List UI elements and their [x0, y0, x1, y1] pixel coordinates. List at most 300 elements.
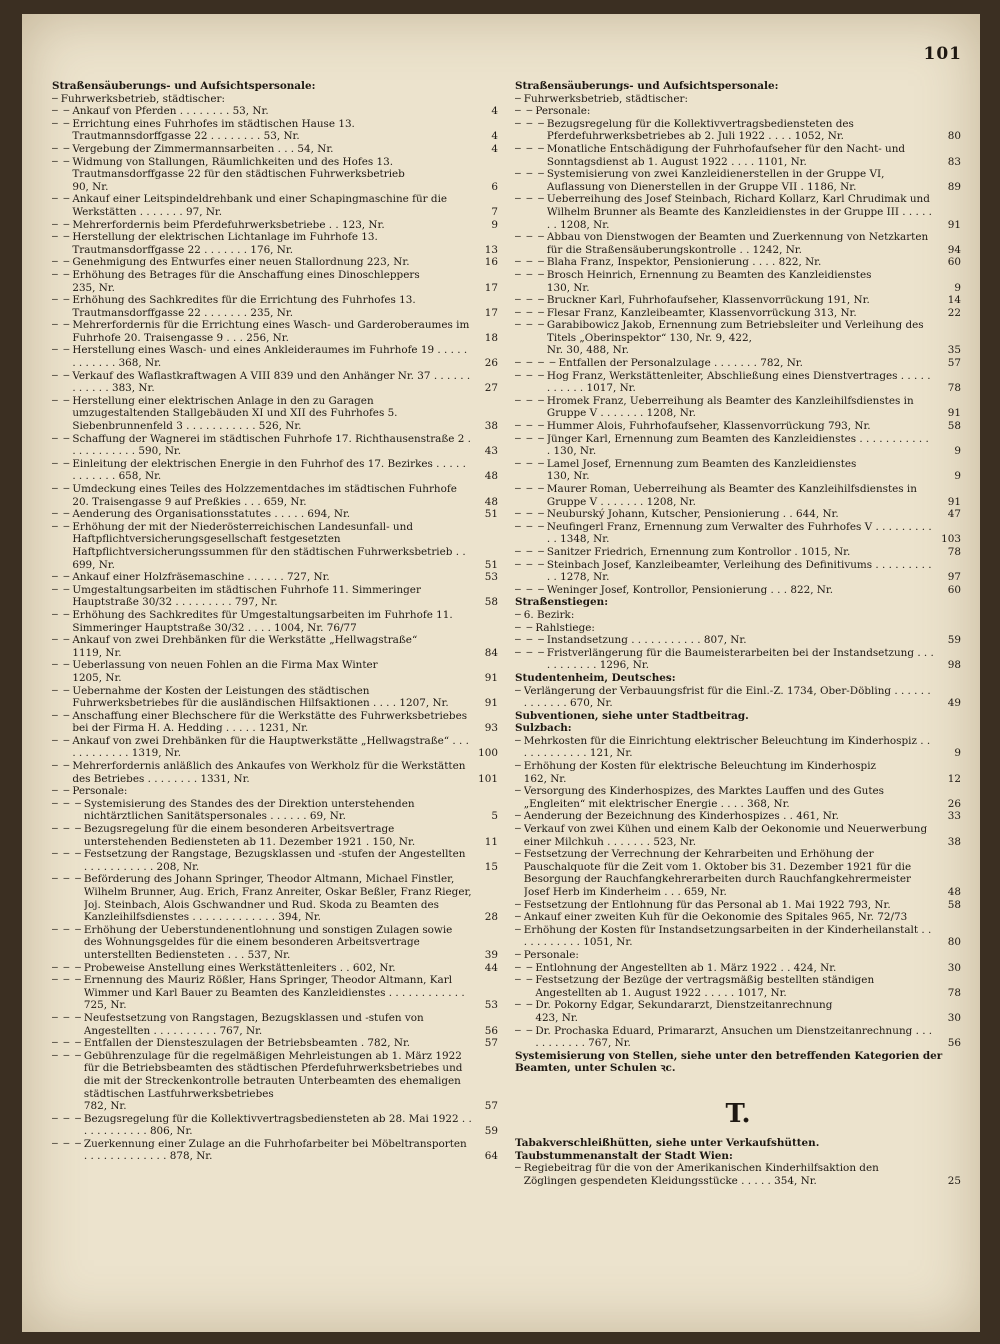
entry-dash: — — — — [515, 357, 556, 369]
entry-dash: — — — [52, 974, 81, 986]
entry-text: Ankauf einer Holzfräsemaschine . . . . . . 727, Nr. [72, 571, 330, 584]
entry-text: Widmung von Stallungen, Räumlichkeiten und des Hofes 13. Trautmansdorffgasse 22 für den städtischen Fuhrwerksbetrieb 90, Nr. [72, 155, 405, 193]
entry-number: 44 [484, 961, 498, 974]
entry-text: Schaffung der Wagnerei im städtischen Fuhrhofe 17. Richthausenstraße 2 . . . . . . . . . . . 590, Nr. [72, 432, 471, 458]
entry-number: 4 [491, 105, 498, 118]
index-entry [52, 458, 498, 483]
entry-text: Straßenstiegen: [515, 596, 609, 609]
entry-number: 11 [484, 835, 498, 848]
entry-number: 4 [491, 130, 498, 143]
entry-number: 43 [484, 445, 498, 458]
entry-text: Taubstummenanstalt der Stadt Wien: [515, 1149, 733, 1162]
entry-dash: — — — [515, 583, 544, 595]
entry-number: 18 [484, 331, 498, 344]
index-entry [52, 143, 498, 156]
index-entry [52, 319, 498, 344]
entry-dash: — [515, 785, 521, 797]
entry-number: 100 [478, 747, 498, 760]
entry-number: 60 [947, 256, 961, 269]
entry-dash: — — [52, 734, 70, 746]
entry-dash: — — — [515, 231, 544, 243]
index-entry [515, 370, 961, 395]
entry-text: Mehrkosten für die Einrichtung elektrischer Beleuchtung im Kinderhospiz . . . . . . . . . . . . 121, Nr. [523, 734, 931, 760]
entry-dash: — — — [52, 1037, 81, 1049]
index-entry [515, 584, 961, 597]
entry-dash: — — — [52, 1049, 81, 1061]
entry-dash: — — [52, 709, 70, 721]
index-entry [515, 622, 961, 635]
index-entry [52, 785, 498, 798]
index-entry [52, 370, 498, 395]
index-entry [52, 105, 498, 118]
entry-text: Neufestsetzung von Rangstagen, Bezugsklassen und -stufen von Angestellten . . . . . . . . . . 767, Nr. [83, 1011, 424, 1037]
entry-dash: — — — [52, 961, 81, 973]
entry-dash: — — [52, 608, 70, 620]
entry-text: Erhöhung des Betrages für die Anschaffung eines Dinoschleppers 235, Nr. [72, 268, 420, 294]
entry-text: Mehrerfordernis anläßlich des Ankaufes von Werkholz für die Werkstätten des Betriebes . . . . . . . . 1331, Nr. [72, 760, 466, 785]
entry-text: Fuhrwerksbetrieb, städtischer: [523, 92, 688, 105]
entry-number: 39 [484, 948, 498, 961]
right-column-entries [515, 80, 961, 1075]
index-entry [52, 609, 498, 634]
entry-text: Rahlstiege: [535, 621, 595, 634]
index-heading [515, 596, 961, 609]
index-entry [515, 924, 961, 949]
entry-text: Verkauf des Waflastkraftwagen A VIII 839 und den Anhänger Nr. 37 . . . . . . . . . . . . 383, Nr. [72, 369, 471, 395]
entry-dash: — [515, 760, 521, 772]
entry-number: 91 [484, 671, 498, 684]
entry-text: Verkauf von zwei Kühen und einem Kalb der Oekonomie und Neuerwerbung einer Milchkuh . . . . . . . 523, Nr. [523, 823, 928, 848]
index-entry [52, 924, 498, 962]
entry-dash: — — [52, 294, 70, 306]
entry-dash: — — — [52, 923, 81, 935]
index-entry [515, 634, 961, 647]
entry-text: Dr. Prochaska Eduard, Primararzt, Ansuchen um Dienstzeitanrechnung . . . . . . . . . . . 767, Nr. [535, 1024, 933, 1050]
entry-number: 51 [484, 508, 498, 521]
entry-number: 89 [947, 180, 961, 193]
entry-number: 80 [947, 936, 961, 949]
index-entry [52, 344, 498, 369]
entry-text: Fristverlängerung für die Baumeisterarbeiten bei der Instandsetzung . . . . . . . . . . . 1296, Nr. [546, 646, 934, 672]
entry-number: 27 [484, 382, 498, 395]
entry-dash: — [515, 810, 521, 822]
entry-dash: — — — [515, 646, 544, 658]
entry-dash: — [515, 948, 521, 960]
entry-text: Tabakverschleißhütten, siehe unter Verkaufshütten. [515, 1136, 820, 1149]
index-heading [515, 672, 961, 685]
entry-text: Sulzbach: [515, 722, 572, 735]
entry-text: Hromek Franz, Ueberreihung als Beamter des Kanzleihilfsdienstes in Gruppe V . . . . . . . 1208, Nr. [546, 394, 914, 420]
entry-text: Beförderung des Johann Springer, Theodor Altmann, Michael Finstler, Wilhelm Brunner, Aug. Erich, Franz Anreiter, Oskar Beßler, Franz Rieger, Joj. Steinbach, Alois Gschwandner und Rud. Skoda zu Beamten des Kanzleihilfsdienstes . . . . . . . . . . . . . 394, Nr. [83, 873, 472, 924]
entry-dash: — [515, 1162, 521, 1174]
entry-number: 38 [947, 835, 961, 848]
entry-text: Personale: [535, 105, 591, 118]
entry-dash: — — [52, 520, 70, 532]
index-entry [52, 395, 498, 433]
entry-dash: — — [52, 319, 70, 331]
entry-number: 80 [947, 130, 961, 143]
entry-dash: — — [52, 684, 70, 696]
entry-dash: — — [52, 583, 70, 595]
entry-number: 91 [947, 407, 961, 420]
index-entry [515, 785, 961, 810]
entry-text: Straßensäuberungs- und Aufsichtspersonale: [515, 80, 779, 92]
entry-text: Bezugsregelung für die Kollektivvertragsbediensteten des Pferdefuhrwerksbetriebes ab 2. Juli 1922 . . . . 1052, Nr. [546, 117, 854, 143]
entry-dash: — — — [52, 823, 81, 835]
entry-number: 57 [947, 357, 961, 370]
entry-dash: — — — [515, 420, 544, 432]
entry-text: Entlohnung der Angestellten ab 1. März 1922 . . 424, Nr. [535, 961, 837, 974]
index-entry [515, 823, 961, 848]
entry-dash: — — [515, 105, 533, 117]
index-heading [515, 710, 961, 723]
entry-number: 13 [484, 243, 498, 256]
entry-number: 14 [947, 294, 961, 307]
entry-dash: — — — [515, 508, 544, 520]
entry-text: Steinbach Josef, Kanzleibeamter, Verleihung des Definitivums . . . . . . . . . . . 1278, Nr. [546, 558, 932, 584]
entry-number: 57 [484, 1037, 498, 1050]
entry-text: Festsetzung der Verrechnung der Kehrarbeiten und Erhöhung der Pauschalquote für die Zeit vom 1. Oktober bis 31. Dezember 1921 für die Besorgung der Rauchfangkehrerarbeiten durch Rauchfangkehrermeister Josef Herb im Kinderheim . . . 659, Nr. [523, 848, 912, 898]
entry-text: Hog Franz, Werkstättenleiter, Abschließung eines Dienstvertrages . . . . . . . . . . . 1017, Nr. [546, 369, 931, 395]
entry-text: Erhöhung des Sachkredites für Umgestaltungsarbeiten im Fuhrhofe 11. Simmeringer Hauptstraße 30/32 . . . . 1004, Nr. 76/77 [72, 608, 453, 634]
entry-dash: — — [52, 785, 70, 797]
entry-text: Erhöhung der mit der Niederösterreichischen Landesunfall- und Haftpflichtversicherungsgesellschaft festgesetzten Haftpflichtversicherungssummen für den städtischen Fuhrwerksbetrieb . . 699, Nr. [72, 520, 466, 571]
index-entry [52, 269, 498, 294]
index-entry [515, 899, 961, 912]
entry-number: 97 [947, 571, 961, 584]
entry-text: Ankauf von zwei Drehbänken für die Werkstätte „Hellwagstraße“ 1119, Nr. [72, 634, 418, 659]
entry-dash: — — — [52, 1112, 81, 1124]
entry-number: 15 [484, 860, 498, 873]
entry-text: Ankauf einer zweiten Kuh für die Oekonomie des Spitales 965, Nr. 72/73 [523, 911, 908, 924]
entry-number: 58 [947, 420, 961, 433]
entry-number: 48 [484, 495, 498, 508]
entry-dash: — — — [515, 256, 544, 268]
index-entry [52, 118, 498, 143]
entry-number: 91 [484, 697, 498, 710]
entry-dash: — — — [52, 873, 81, 885]
entry-text: Vergebung der Zimmermannsarbeiten . . . 54, Nr. [72, 142, 334, 155]
entry-text: Neuburský Johann, Kutscher, Pensionierung . . 644, Nr. [546, 508, 839, 521]
index-entry [515, 256, 961, 269]
entry-dash: — — — [515, 319, 544, 331]
entry-text: Regiebeitrag für die von der Amerikanischen Kinderhilfsaktion den Zöglingen gespendeten Kleidungsstücke . . . . . 354, Nr. [523, 1162, 879, 1187]
index-entry [515, 168, 961, 193]
entry-number: 53 [484, 571, 498, 584]
entry-text: Aenderung der Bezeichnung des Kinderhospizes . . 461, Nr. [523, 810, 839, 823]
entry-text: Festsetzung der Rangstage, Bezugsklassen und -stufen der Angestellten . . . . . . . . . . . 208, Nr. [83, 848, 466, 873]
entry-text: Einleitung der elektrischen Energie in den Fuhrhof des 17. Bezirkes . . . . . . . . . . . . 658, Nr. [72, 457, 466, 483]
index-entry [515, 395, 961, 420]
entry-text: Genehmigung des Entwurfes einer neuen Stallordnung 223, Nr. [72, 256, 410, 269]
entry-dash: — — [515, 621, 533, 633]
entry-number: 17 [484, 281, 498, 294]
index-entry [52, 962, 498, 975]
entry-text: Errichtung eines Fuhrhofes im städtischen Hause 13. Trautmannsdorffgasse 22 . . . . . . . . 53, Nr. [72, 117, 355, 143]
entry-text: Herstellung einer elektrischen Anlage in den zu Garagen umzugestaltenden Stallgebäuden XI und XII des Fuhrhofes 5. Siebenbrunnenfeld 3 . . . . . . . . . . . 526, Nr. [72, 394, 398, 433]
entry-number: 49 [947, 697, 961, 710]
entry-dash: — [515, 911, 521, 923]
entry-dash: — — — [52, 797, 81, 809]
entry-text: Systemisierung von zwei Kanzleidienerstellen in der Gruppe VI, Auflassung von Dienerstellen in der Gruppe VII . 1186, Nr. [546, 168, 885, 193]
entry-number: 26 [947, 797, 961, 810]
entry-dash: — — — [515, 306, 544, 318]
entry-text: Weninger Josef, Kontrollor, Pensionierung . . . 822, Nr. [546, 583, 834, 596]
entry-dash: — — [52, 634, 70, 646]
index-entry [515, 559, 961, 584]
index-heading [515, 1137, 961, 1150]
entry-text: Studentenheim, Deutsches: [515, 671, 676, 684]
left-column [52, 80, 498, 1163]
entry-text: Instandsetzung . . . . . . . . . . . 807, Nr. [546, 634, 747, 647]
index-entry [515, 760, 961, 785]
entry-number: 51 [484, 558, 498, 571]
index-entry [515, 294, 961, 307]
entry-dash: — — — [515, 558, 544, 570]
entry-dash: — — — [52, 1011, 81, 1023]
entry-dash: — [515, 823, 521, 835]
entry-dash: — — — [515, 294, 544, 306]
entry-dash: — [52, 92, 58, 104]
entry-number: 12 [947, 772, 961, 785]
entry-dash: — — [52, 105, 70, 117]
index-heading [515, 722, 961, 735]
page-number: 101 [923, 44, 962, 64]
entry-number: 9 [954, 445, 961, 458]
entry-number: 56 [484, 1024, 498, 1037]
entry-text: Subventionen, siehe unter Stadtbeitrag. [515, 709, 749, 722]
index-entry [515, 231, 961, 256]
entry-text: Bruckner Karl, Fuhrhofaufseher, Klassenvorrückung 191, Nr. [546, 294, 870, 307]
entry-dash: — [515, 92, 521, 104]
entry-number: 9 [954, 281, 961, 294]
entry-text: Fuhrwerksbetrieb, städtischer: [60, 92, 225, 105]
index-entry [515, 307, 961, 320]
index-entry [515, 483, 961, 508]
entry-text: Hummer Alois, Fuhrhofaufseher, Klassenvorrückung 793, Nr. [546, 420, 871, 433]
index-entry [52, 584, 498, 609]
index-entry [52, 483, 498, 508]
entry-dash: — — — [52, 848, 81, 860]
entry-number: 28 [484, 911, 498, 924]
entry-text: 6. Bezirk: [523, 608, 575, 621]
entry-text: Gebührenzulage für die regelmäßigen Mehrleistungen ab 1. März 1922 für die Betriebsbeamten des städtischen Pferdefuhrwerksbetriebes und die mit der Streckenkontrolle betrauten Unterbeamten des ehemaligen städtischen Lastfuhrwerksbetriebes 782, Nr. [83, 1049, 463, 1113]
entry-number: 4 [491, 142, 498, 155]
index-entry [52, 710, 498, 735]
index-entry [52, 823, 498, 848]
index-entry [515, 357, 961, 370]
entry-number: 9 [954, 747, 961, 760]
entry-number: 78 [947, 545, 961, 558]
entry-text: Jünger Karl, Ernennung zum Beamten des Kanzleidienstes . . . . . . . . . . . . 130, Nr. [546, 432, 929, 458]
index-entry [515, 193, 961, 231]
entry-dash: — — [52, 457, 70, 469]
entry-text: Herstellung der elektrischen Lichtanlage im Fuhrhofe 13. Trautmansdorffgasse 22 . . . . . . . 176, Nr. [72, 231, 378, 256]
entry-dash: — [515, 684, 521, 696]
right-column-entries-after [515, 1137, 961, 1187]
entry-text: Dr. Pokorny Edgar, Sekundararzt, Dienstzeitanrechnung 423, Nr. [535, 999, 833, 1024]
index-entry [515, 1162, 961, 1187]
entry-text: Versorgung des Kinderhospizes, des Marktes Lauffen und des Gutes „Engleiten“ mit elektrischer Energie . . . . 368, Nr. [523, 785, 885, 810]
entry-text: Monatliche Entschädigung der Fuhrhofaufseher für den Nacht- und Sonntagsdienst ab 1. August 1922 . . . . 1101, Nr. [546, 142, 906, 168]
entry-dash: — — [515, 1024, 533, 1036]
entry-number: 59 [484, 1125, 498, 1138]
entry-number: 30 [947, 1011, 961, 1024]
entry-dash: — — — [515, 268, 544, 280]
index-entry [52, 685, 498, 710]
entry-dash: — — — [515, 168, 544, 180]
entry-number: 48 [947, 886, 961, 898]
entry-text: Personale: [72, 785, 128, 798]
entry-text: Erhöhung des Sachkredites für die Errichtung des Fuhrhofes 13. Trautmansdorffgasse 22 . . . . . . . 235, Nr. [72, 294, 416, 319]
index-entry [52, 760, 498, 785]
entry-number: 5 [491, 810, 498, 823]
entry-text: Probeweise Anstellung eines Werkstättenleiters . . 602, Nr. [83, 961, 396, 974]
entry-number: 60 [947, 583, 961, 596]
entry-text: Ueberreihung des Josef Steinbach, Richard Kollarz, Karl Chrudimak und Wilhelm Brunner als Beamte des Kanzleidienstes in der Gruppe III . . . . . . . 1208, Nr. [546, 193, 932, 231]
entry-text: Straßensäuberungs- und Aufsichtspersonale: [52, 80, 316, 92]
index-entry [515, 420, 961, 433]
entry-number: 7 [491, 205, 498, 218]
entry-number: 94 [947, 243, 961, 256]
entry-text: Lamel Josef, Ernennung zum Beamten des Kanzleidienstes 130, Nr. [546, 457, 857, 483]
index-entry [515, 999, 961, 1024]
entry-dash: — — — [515, 369, 544, 381]
entry-text: Uebernahme der Kosten der Leistungen des städtischen Fuhrwerksbetriebes für die ausländischen Hilfsaktionen . . . . 1207, Nr. [72, 684, 449, 710]
entry-number: 83 [947, 155, 961, 168]
right-column [515, 80, 961, 1187]
document-page [22, 14, 980, 1332]
entry-number: 59 [947, 634, 961, 647]
index-entry [52, 93, 498, 106]
entry-dash: — — [515, 974, 533, 986]
index-entry [515, 1025, 961, 1050]
entry-text: Flesar Franz, Kanzleibeamter, Klassenvorrückung 313, Nr. [546, 306, 857, 319]
index-entry [515, 810, 961, 823]
entry-text: Anschaffung einer Blechschere für die Werkstätte des Fuhrwerksbetriebes bei der Firma H. A. Hedding . . . . . 1231, Nr. [72, 709, 468, 735]
entry-dash: — — — [515, 457, 544, 469]
index-entry [515, 143, 961, 168]
entry-text: Umgestaltungsarbeiten im städtischen Fuhrhofe 11. Simmeringer Hauptstraße 30/32 . . . . . . . . . 797, Nr. [72, 583, 421, 609]
entry-text: Verlängerung der Verbauungsfrist für die Einl.-Z. 1734, Ober-Döbling . . . . . . . . . . . . . 670, Nr. [523, 684, 931, 710]
entry-number: 9 [491, 218, 498, 231]
entry-dash: — — [52, 142, 70, 154]
entry-text: Neufingerl Franz, Ernennung zum Verwalter des Fuhrhofes V . . . . . . . . . . . 1348, Nr. [546, 520, 932, 546]
entry-dash: — — [52, 432, 70, 444]
entry-dash: — — — [515, 520, 544, 532]
entry-dash: — — [52, 268, 70, 280]
index-entry [515, 647, 961, 672]
index-entry [515, 546, 961, 559]
index-entry [52, 156, 498, 194]
index-entry [515, 319, 961, 357]
index-entry [515, 609, 961, 622]
entry-text: Ankauf von Pferden . . . . . . . . 53, Nr. [72, 105, 269, 118]
entry-number: 91 [947, 495, 961, 508]
index-heading [515, 80, 961, 93]
index-entry [52, 508, 498, 521]
index-entry [52, 521, 498, 571]
index-entry [515, 962, 961, 975]
entry-dash: — — — [515, 117, 544, 129]
entry-number: 98 [947, 659, 961, 672]
entry-number: 53 [484, 999, 498, 1012]
entry-text: Garabibowicz Jakob, Ernennung zum Betriebsleiter und Verleihung des Titels „Oberinspektor“ 130, Nr. 9, 422, Nr. 30, 488, Nr. [546, 319, 924, 357]
entry-text: Entfallen der Diensteszulagen der Betriebsbeamten . 782, Nr. [83, 1037, 411, 1050]
index-entry [52, 1037, 498, 1050]
entry-dash: — [515, 848, 521, 860]
entry-number: 6 [491, 180, 498, 193]
entry-text: Systemisierung des Standes des der Direktion unterstehenden nichtärztlichen Sanitätspersonales . . . . . . 69, Nr. [83, 797, 415, 823]
entry-dash: — — [52, 193, 70, 205]
entry-number: 38 [484, 420, 498, 433]
index-entry [52, 571, 498, 584]
entry-number: 58 [484, 596, 498, 609]
entry-text: Aenderung des Organisationsstatutes . . . . . 694, Nr. [72, 508, 351, 521]
entry-dash: — — [515, 961, 533, 973]
entry-dash: — [515, 608, 521, 620]
entry-text: Festsetzung der Bezüge der vertragsmäßig bestellten ständigen Angestellten ab 1. August 1922 . . . . . 1017, Nr. [535, 974, 875, 999]
entry-dash: — — [52, 659, 70, 671]
entry-number: 58 [947, 898, 961, 911]
entry-dash: — — — [515, 142, 544, 154]
index-entry [52, 1012, 498, 1037]
index-entry [515, 508, 961, 521]
entry-dash: — — [515, 999, 533, 1011]
entry-text: Ankauf von zwei Drehbänken für die Hauptwerkstätte „Hellwagstraße“ . . . . . . . . . . . . 1319, Nr. [72, 734, 469, 760]
index-entry [52, 433, 498, 458]
index-entry [515, 735, 961, 760]
index-entry [515, 521, 961, 546]
entry-dash: — — — [515, 193, 544, 205]
entry-number: 30 [947, 961, 961, 974]
section-letter-heading: T. [725, 1098, 751, 1129]
entry-text: Bezugsregelung für die einem besonderen Arbeitsvertrage unterstehenden Bediensteten ab 11. Dezember 1921 . 150, Nr. [83, 823, 416, 848]
entry-dash: — [515, 923, 521, 935]
index-entry [52, 873, 498, 923]
entry-text: Brosch Heinrich, Ernennung zu Beamten des Kanzleidienstes 130, Nr. [546, 268, 872, 294]
entry-number: 17 [484, 306, 498, 319]
index-entry [515, 93, 961, 106]
entry-text: Abbau von Dienstwogen der Beamten und Zuerkennung von Netzkarten für die Straßensäuberungskontrolle . . 1242, Nr. [546, 231, 929, 256]
entry-number: 9 [954, 470, 961, 483]
entry-text: Bezugsregelung für die Kollektivvertragsbediensteten ab 28. Mai 1922 . . . . . . . . . . . . 806, Nr. [83, 1112, 472, 1138]
entry-number: 48 [484, 470, 498, 483]
entry-number: 47 [947, 508, 961, 521]
entry-number: 16 [484, 256, 498, 269]
index-entry [515, 685, 961, 710]
entry-dash: — — [52, 760, 70, 772]
index-entry [52, 974, 498, 1012]
index-entry [515, 458, 961, 483]
entry-number: 103 [941, 533, 961, 546]
entry-dash: — [515, 734, 521, 746]
entry-text: Ernennung des Mauriz Rößler, Hans Springer, Theodor Altmann, Karl Wimmer und Karl Bauer zu Beamten des Kanzleidienstes . . . . . . . . . . . . 725, Nr. [83, 974, 465, 1012]
entry-number: 25 [947, 1174, 961, 1187]
index-heading [52, 80, 498, 93]
entry-dash: — — [52, 218, 70, 230]
entry-number: 91 [947, 218, 961, 231]
entry-dash: — — — [515, 432, 544, 444]
index-entry [515, 118, 961, 143]
entry-dash: — — [52, 344, 70, 356]
entry-dash: — — — [515, 483, 544, 494]
entry-dash: — — [52, 256, 70, 268]
index-entry [52, 634, 498, 659]
entry-dash: — — — [515, 545, 544, 557]
entry-text: Maurer Roman, Ueberreihung als Beamter des Kanzleihilfsdienstes in Gruppe V . . . . . . . 1208, Nr. [546, 483, 917, 508]
entry-number: 93 [484, 722, 498, 735]
